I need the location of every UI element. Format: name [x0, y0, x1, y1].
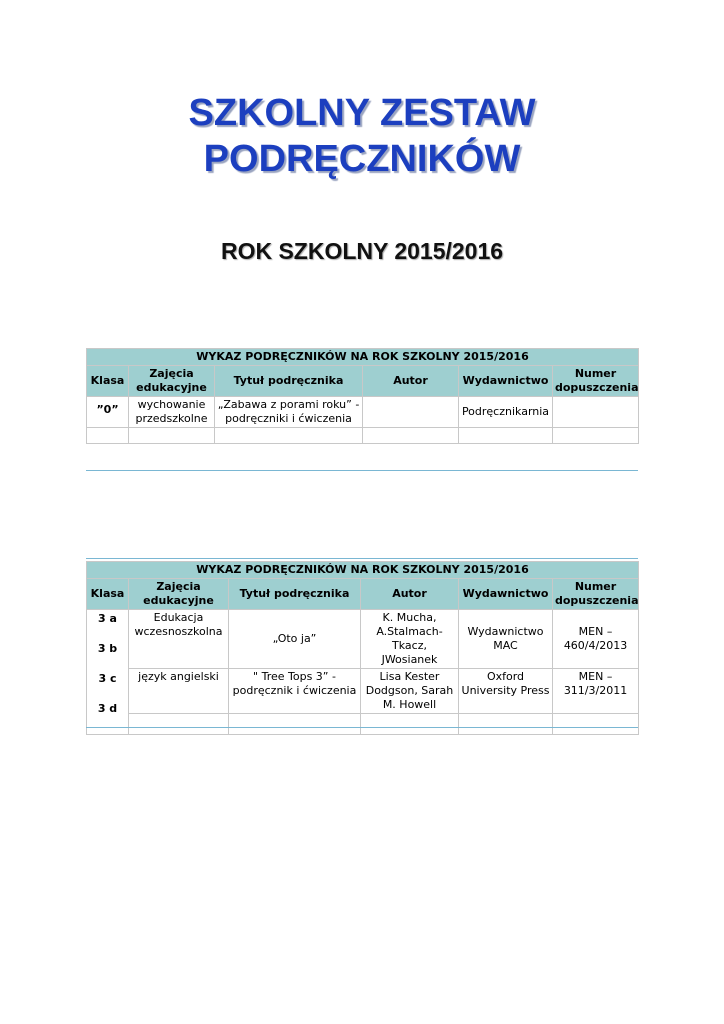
- klasa-3d: 3 d: [97, 702, 118, 715]
- header-klasa: Klasa: [87, 579, 129, 610]
- header-klasa: Klasa: [87, 366, 129, 397]
- header-autor: Autor: [363, 366, 459, 397]
- cell-autor: K. Mucha, A.Stalmach-Tkacz, JWosianek: [361, 610, 459, 669]
- cell-numer: MEN – 460/4/2013: [553, 610, 639, 669]
- table-row: [87, 610, 639, 669]
- klasa-3c: 3 c: [98, 672, 117, 685]
- title-line-2: PODRĘCZNIKÓW: [203, 138, 521, 180]
- textbook-table-preschool: [86, 348, 638, 444]
- table-row-empty: [87, 714, 639, 735]
- header-tytul: Tytuł podręcznika: [229, 579, 361, 610]
- cell-numer: [553, 397, 639, 428]
- cell-klasa-list: [87, 610, 129, 735]
- cell-tytul: „Zabawa z porami roku” - podręczniki i ćwiczenia: [215, 397, 363, 428]
- header-wydawnictwo: Wydawnictwo: [459, 579, 553, 610]
- cell-zajecia: język angielski: [129, 669, 229, 714]
- textbook-table-grade3: [86, 561, 638, 735]
- school-year-heading: ROK SZKOLNY 2015/2016: [220, 238, 504, 264]
- header-tytul: Tytuł podręcznika: [215, 366, 363, 397]
- header-zajecia: Zajęcia edukacyjne: [129, 579, 229, 610]
- table-caption: WYKAZ PODRĘCZNIKÓW NA ROK SZKOLNY 2015/2016: [87, 349, 639, 366]
- header-numer: Numer dopuszczenia: [553, 579, 639, 610]
- klasa-3a: 3 a: [98, 612, 117, 625]
- header-zajecia: Zajęcia edukacyjne: [129, 366, 215, 397]
- table-row-empty: [87, 428, 639, 444]
- cell-klasa: ”0”: [87, 397, 129, 428]
- table-row: [87, 669, 639, 714]
- cell-autor: Lisa Kester Dodgson, Sarah M. Howell: [361, 669, 459, 714]
- table-caption: WYKAZ PODRĘCZNIKÓW NA ROK SZKOLNY 2015/2016: [87, 562, 639, 579]
- klasa-3b: 3 b: [97, 642, 118, 655]
- cell-wydawnictwo: Wydawnictwo MAC: [459, 610, 553, 669]
- header-wydawnictwo: Wydawnictwo: [459, 366, 553, 397]
- separator-line: [86, 558, 638, 559]
- document-title: [0, 90, 724, 182]
- cell-tytul: " Tree Tops 3” - podręcznik i ćwiczenia: [229, 669, 361, 714]
- cell-autor: [363, 397, 459, 428]
- cell-zajecia: wychowanie przedszkolne: [129, 397, 215, 428]
- header-numer: Numer dopuszczenia: [553, 366, 639, 397]
- cell-zajecia: Edukacja wczesnoszkolna: [129, 610, 229, 669]
- cell-wydawnictwo: Oxford University Press: [459, 669, 553, 714]
- table-row: [87, 397, 639, 428]
- title-line-1: SZKOLNY ZESTAW: [188, 92, 536, 134]
- cell-wydawnictwo: Podręcznikarnia: [459, 397, 553, 428]
- header-autor: Autor: [361, 579, 459, 610]
- separator-line: [86, 470, 638, 471]
- separator-line: [86, 727, 638, 728]
- cell-tytul: „Oto ja”: [229, 610, 361, 669]
- cell-numer: MEN – 311/3/2011: [553, 669, 639, 714]
